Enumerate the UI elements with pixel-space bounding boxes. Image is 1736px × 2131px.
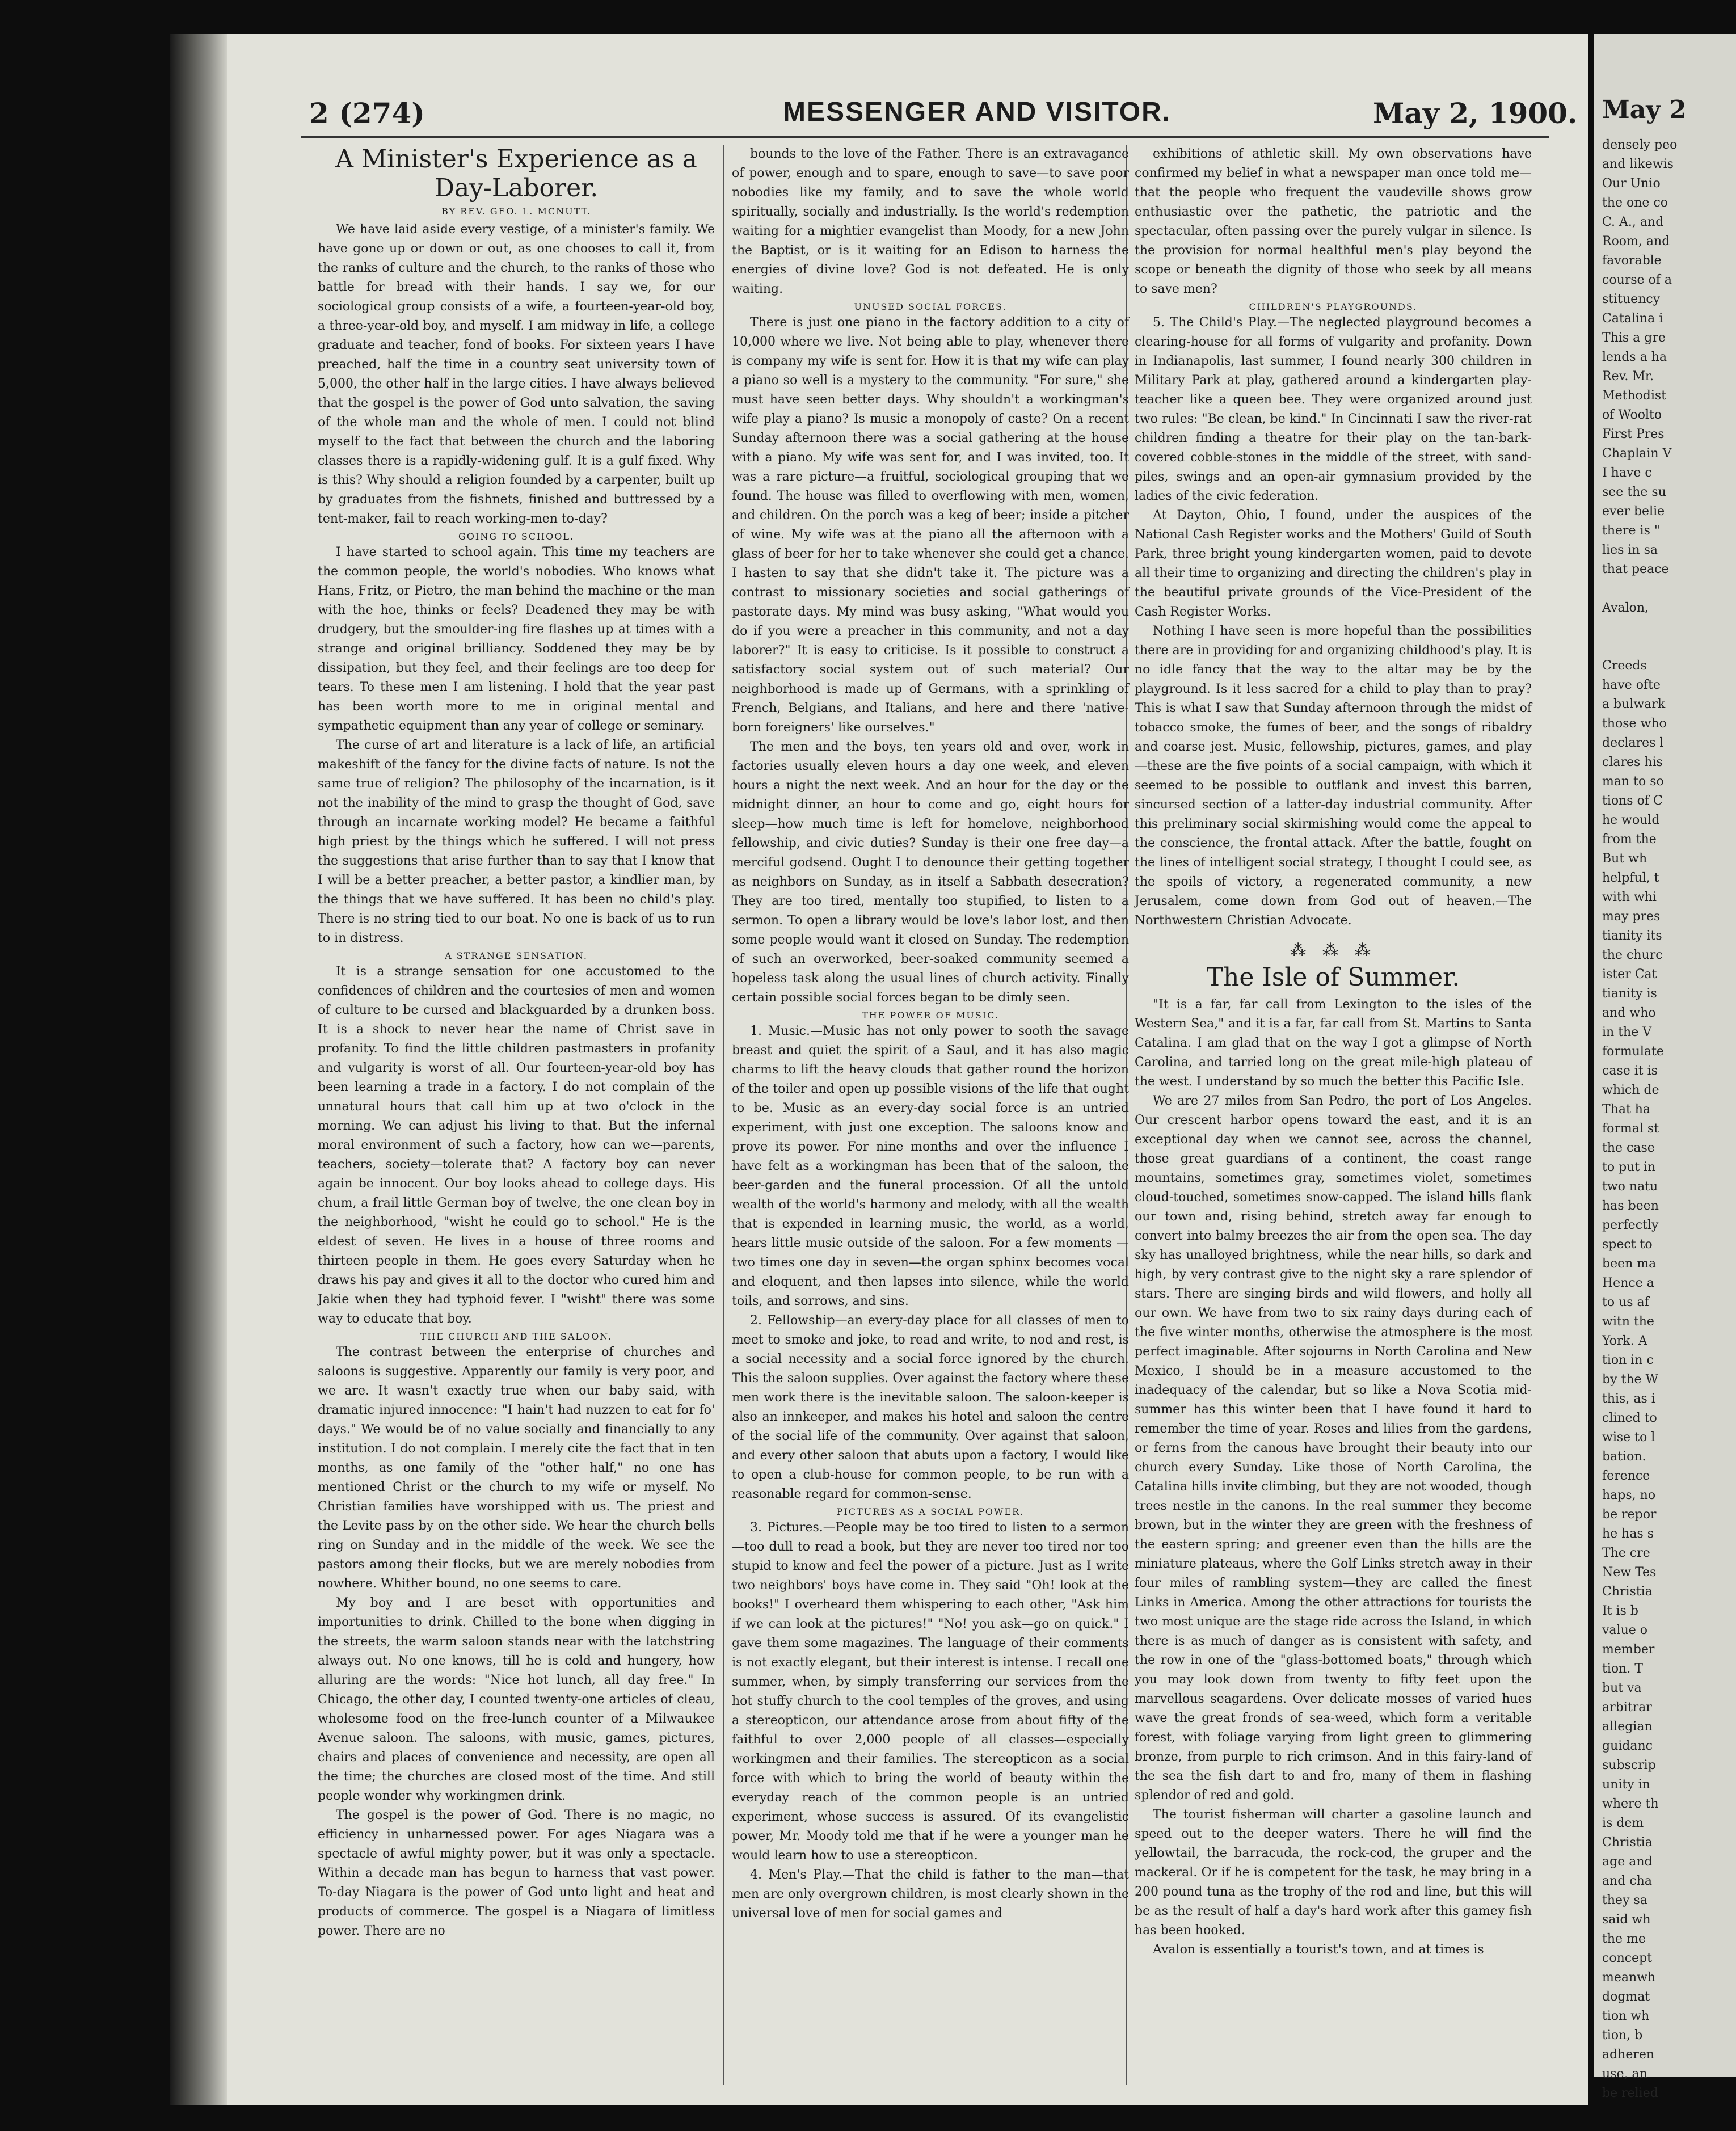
next-page-line: the one co <box>1602 196 1668 210</box>
next-page-line: be repor <box>1602 1507 1657 1522</box>
next-page-line: New Tes <box>1602 1565 1657 1580</box>
next-page-line: Methodist <box>1602 389 1667 403</box>
next-page-line: but va <box>1602 1681 1642 1695</box>
paragraph: We have laid aside every vestige, of a minister's family. We have gone up or down or out, as one chooses to call it, from the ranks of culture and the church, to the ranks of those who battle for bread with their hands. I say we, for our sociological group consists of a wife, a fourteen-year-old boy, a three-year-old boy, and myself. I am midway in life, a college graduate and teacher, fond of books. For sixteen years I have preached, half the time in a country seat university town of 5,000, the other half in the large cities. I have always believed that the gospel is the power of God unto salvation, the saving of the whole man and the whole of men. I could not blind myself to the fact that between the church and the laboring classes there is a rapidly-widening gulf. It is a gulf fixed. Why is this? Why should a religion founded by a carpenter, built up by graduates from the fishnets, finished and buttressed by a tent-maker, fail to reach working-men to-day? <box>318 222 715 526</box>
paragraph: The tourist fisherman will charter a gasoline launch and speed out to the deeper waters. There he will find the yellowtail, the barracuda, the rock-cod, the gruper and the mackeral. Or if he is competent for the task, he may bring in a 200 pound tuna as the trophy of the rod and line, but this will be as the result of half a day's hard work after this gamey fish has been hooked. <box>1135 1808 1532 1938</box>
next-page-line: Chaplain V <box>1602 447 1672 461</box>
paragraph: The curse of art and literature is a lack of life, an artificial makeshift of the fancy for the divine facts of nature. Is not the same true of religion? The philosophy of the incarnation, is it not the inability of the mind to grasp the thought of God, save through an incarnate working model? He became a faithful high priest by the things which he suffered. I will not press the suggestions that arise further than to say that I know that I will be a better preacher, a better pastor, a kindlier man, by the things that we have suffered. It has been no child's play. There is no string tied to our boat. No one is back of us to run to in distress. <box>318 738 715 945</box>
next-page-line: haps, no <box>1602 1488 1656 1502</box>
next-page-line: ister Cat <box>1602 967 1657 982</box>
column-1 <box>318 145 715 2085</box>
next-page-line: tions of C <box>1602 794 1663 808</box>
paragraph: Avalon is essentially a tourist's town, and at times is <box>1153 1943 1484 1957</box>
next-page-line: course of a <box>1602 273 1672 287</box>
next-page-line: have ofte <box>1602 678 1661 692</box>
paragraph: 2. Fellowship—an every-day place for all classes of men to meet to smoke and joke, to read and write, to nod and rest, is a social necessity and a social force ignored by the church. This the saloon supplies. Over against the factory where these men work there is the inevitable saloon. The saloon-keeper is also an innkeeper, and makes his hotel and saloon the centre of the social life of the community. Over against that saloon, and every other saloon that abuts upon a factory, I would like to open a club-house for common people, to be run with a reasonable regard for common-sense. <box>732 1313 1129 1501</box>
next-page-line: and likewis <box>1602 157 1674 171</box>
column-1-body <box>318 220 715 1941</box>
next-page-line: tion, b <box>1602 2028 1643 2042</box>
paragraph: 4. Men's Play.—That the child is father to the man—that men are only overgrown children, is most clearly shown in the universal love of men for social games and <box>732 1868 1129 1921</box>
next-page-line: the churc <box>1602 948 1663 962</box>
next-page-line: densely peo <box>1602 138 1678 152</box>
next-page-header: May 2 <box>1602 95 1687 124</box>
next-page-line <box>1594 579 1736 599</box>
next-page-line: see the su <box>1602 485 1666 499</box>
article-title-2: The Isle of Summer. <box>1206 963 1460 992</box>
next-page-line: by the W <box>1602 1372 1659 1387</box>
paragraph: 5. The Child's Play.—The neglected playground becomes a clearing-house for all forms of vulgarity and profanity. Down in Indianapolis, last summer, I found nearly 300 children in Military Park at play, gathered around a kindergarten play-teacher like a queen bee. They were organized around just two rules: "Be clean, be kind." In Cincinnati I saw the river-rat children finding a theatre for their play on the tan-bark-covered cobble-stones in the middle of the street, with sand-piles, swings and an open-air gymnasium provided by the ladies of the civic federation. <box>1135 315 1532 503</box>
next-page-line: That ha <box>1602 1102 1651 1117</box>
section-heading: THE CHURCH AND THE SALOON. <box>420 1331 613 1342</box>
next-page-line: subscrip <box>1602 1758 1656 1772</box>
next-page-line: use, an <box>1602 2067 1647 2081</box>
paragraph: There is just one piano in the factory addition to a city of 10,000 where we live. Not being able to play, whenever there is company my wife is sent for. How it is that my wife can play a piano so well is a mystery to the community. "For sure," she must have seen better days. Why shouldn't a workingman's wife play a piano? Is music a monopoly of caste? On a recent Sunday afternoon there was a social gathering at the house with a piano. My wife was sent for, and I was invited, too. It was a rare picture—a fruitful, sociological grouping that we found. The house was filled to overflowing with men, women, and children. On the porch was a keg of beer; inside a pitcher of wine. My wife was at the piano all the afternoon with a glass of beer for her to take whenever she could get a chance. I hasten to say that she didn't take it. The picture was a contrast to missionary societies and social gatherings of pastorate days. My mind was busy asking, "What would you do if you were a preacher in this community, and not a day laborer?" It is easy to criticise. Is it possible to construct a satisfactory social system out of such material? Our neighborhood is made up of Germans, with a sprinkling of French, Belgians, and Italians, and here and there 'native-born foreigners' like ourselves." <box>732 315 1129 735</box>
issue-date: May 2, 1900. <box>1373 96 1578 130</box>
next-page-line <box>1594 618 1736 637</box>
next-page-line: perfectly <box>1602 1218 1659 1232</box>
section-heading: A STRANGE SENSATION. <box>445 950 588 961</box>
next-page-line: Avalon, <box>1602 601 1649 615</box>
next-page-line: they sa <box>1602 1893 1647 1907</box>
next-page-line: stituency <box>1602 292 1661 306</box>
next-page-line: I have c <box>1602 466 1652 480</box>
paragraph: It is a strange sensation for one accustomed to the confidences of children and the courtesies of men and women of culture to be cursed and blackguarded by a drunken boss. It is a shock to never hear the name of Christ save in profanity. To find the little children pastmasters in profanity and vulgarity is worst of all. Our fourteen-year-old boy has been learning a trade in a factory. I do not complain of the unnatural hours that call him up at two o'clock in the morning. We can adjust his living to that. But the infernal moral environment of such a factory, how can we—parents, teachers, society—tolerate that? A factory boy can never again be innocent. Our boy looks ahead to college days. His chum, a frail little German boy of twelve, the one clean boy in the neighborhood, "wisht he could go to school." He is the eldest of seven. He lives in a house of three rooms and thirteen people in them. He goes every Saturday when he draws his pay and gives it all to the doctor who cured him and Jakie when they had typhoid fever. I "wisht" there was some way to educate that boy. <box>318 965 715 1326</box>
next-page-line: which de <box>1602 1083 1659 1097</box>
next-page-line: tion wh <box>1602 2009 1650 2023</box>
column-divider <box>723 145 724 2085</box>
next-page-line: witn the <box>1602 1315 1654 1329</box>
next-page-line: to put in <box>1602 1160 1656 1174</box>
next-page-line: First Pres <box>1602 427 1665 441</box>
next-page-line: been ma <box>1602 1257 1657 1271</box>
next-page-line: he has s <box>1602 1527 1654 1541</box>
next-page-line: there is " <box>1602 524 1660 538</box>
next-page-line: It is b <box>1602 1604 1638 1618</box>
next-page-line: in the V <box>1602 1025 1652 1039</box>
section-heading: CHILDREN'S PLAYGROUNDS. <box>1249 301 1418 312</box>
next-page-line: wise to l <box>1602 1430 1655 1444</box>
next-page-line: clined to <box>1602 1411 1657 1425</box>
article-byline: BY REV. GEO. L. MCNUTT. <box>441 206 591 217</box>
next-page-line: adheren <box>1602 2048 1655 2062</box>
next-page-line: those who <box>1602 717 1667 731</box>
paragraph: Nothing I have seen is more hopeful than the possibilities there are in providing for and organizing childhood's play. It is no idle fancy that the way to the altar may be by the playground. Is it less sacred for a child to play than to pray? This is what I saw that Sunday afternoon through the midst of tobacco smoke, the fumes of beer, and the songs of ribaldry and coarse jest. Music, fellowship, pictures, games, and play—these are the five points of a social campaign, with which it seemed to be possible to outflank and invest this barren, sincursed section of a latter-day industrial community. After this preliminary social skirmishing would come the appeal to the conscience, the frontal attack. After the battle, fought on the lines of intelligent social strategy, I thought I could see, as the spoils of victory, a regenerated community, a new Jerusalem, come down from God out of heaven.—The Northwestern Christian Advocate. <box>1135 624 1532 928</box>
next-page-line: meanwh <box>1602 1970 1656 1985</box>
next-page-line: But wh <box>1602 852 1647 866</box>
next-page-line: Christia <box>1602 1835 1653 1850</box>
next-page-line: Room, and <box>1602 234 1670 249</box>
next-page-line: two natu <box>1602 1180 1658 1194</box>
page-number: 2 (274) <box>309 96 425 130</box>
next-page-line: spect to <box>1602 1237 1653 1252</box>
next-page-line: concept <box>1602 1951 1652 1965</box>
next-page-line: C. A., and <box>1602 215 1664 229</box>
paragraph: exhibitions of athletic skill. My own observations have confirmed my belief in what a newspaper man once told me—that the people who frequent the vaudeville shows grow enthusiastic over the pathetic, the patriotic and the spectacular, often passing over the purely vulgar in silence. Is the provision for normal healthful men's play beyond the scope or beneath the dignity of those who seek by all means to save men? <box>1135 147 1532 296</box>
next-page-line: guidanc <box>1602 1739 1653 1753</box>
next-page-line: York. A <box>1602 1334 1647 1348</box>
column-2-body <box>732 145 1129 1923</box>
paragraph: 3. Pictures.—People may be too tired to listen to a sermon—too dull to read a book, but they are never too tired nor too stupid to know and feel the power of a picture. Just as I write two neighbors' boys have come in. They said "Oh! look at the books!" I overheard them whispering to each other, "Ask him if we can look at the pictures!" "No! you ask—go on quick." I gave them some magazines. The language of their comments is not exactly elegant, but their interest is intense. I recall one summer, when, by simply transferring our services from the hot stuffy church to the cool temples of the groves, and using a stereopticon, our attendance arose from about fifty of the faithful to over 2,000 people of all classes—especially workingmen and their families. The stereopticon as a social force with which to bring the world of beauty within the everyday reach of the common people is an untried experiment, whose success is assured. Of its evangelistic power, Mr. Moody told me that if he were a younger man he would learn how to use a stereopticon. <box>732 1521 1129 1863</box>
next-page-edge <box>1594 34 1736 2100</box>
next-page-line: clares his <box>1602 755 1663 769</box>
column-3-body-2 <box>1135 995 1532 1960</box>
next-page-line: Our Unio <box>1602 176 1661 191</box>
next-page-line: unity in <box>1602 1778 1650 1792</box>
next-page-line: allegian <box>1602 1720 1653 1734</box>
page-gutter-shadow <box>170 34 227 2105</box>
next-page-line: ever belie <box>1602 504 1665 519</box>
next-page-line: value o <box>1602 1623 1648 1637</box>
next-page-line: The cre <box>1602 1546 1650 1560</box>
paragraph: My boy and I are beset with opportunities and importunities to drink. Chilled to the bone when digging in the streets, the warm saloon stands near with the latchstring always out. No one knows, till he is cold and hungery, how alluring are the words: "Nice hot lunch, all day free." In Chicago, the other day, I counted twenty-one articles of cleau, wholesome food on the free-lunch counter of a Milwaukee Avenue saloon. The saloons, with music, games, pictures, chairs and places of convenience and necessity, are open all the time; the churches are closed most of the time. And still people wonder why workingmen drink. <box>318 1596 715 1803</box>
next-page-line: arbitrar <box>1602 1700 1652 1715</box>
next-page-line: formal st <box>1602 1122 1659 1136</box>
next-page-line: member <box>1602 1643 1655 1657</box>
next-page-line: tianity its <box>1602 929 1662 943</box>
header-rule <box>301 136 1549 138</box>
section-heading: PICTURES AS A SOCIAL POWER. <box>836 1506 1025 1517</box>
paragraph: The men and the boys, ten years old and over, work in factories usually eleven hours a day one week, and eleven hours a night the next week. And an hour for the day or the midnight dinner, an hour to come and go, eight hours for sleep—how much time is left for homelove, neighborhood fellowship, and civic duties? Sunday is their one free day—a merciful godsend. Ought I to denounce their getting together as neighbors on Sunday, as in itself a Sabbath desecration? They are too tired, mentally too stupified, to listen to a sermon. To open a library would be love's labor lost, and then some people would want it closed on Sunday. The redemption of such an overworked, beer-soaked community seemed a hopeless task along the usual lines of church activity. Finally certain possible social forces began to be dimly seen. <box>732 740 1129 1005</box>
section-ornament: ⁂ ⁂ ⁂ <box>1290 941 1376 959</box>
next-page-line <box>1594 637 1736 656</box>
next-page-line: may pres <box>1602 909 1661 924</box>
next-page-line: Hence a <box>1602 1276 1654 1290</box>
next-page-line: the me <box>1602 1932 1646 1946</box>
next-page-line: helpful, t <box>1602 871 1659 885</box>
column-3-body <box>1135 145 1532 930</box>
section-heading: UNUSED SOCIAL FORCES. <box>854 301 1007 312</box>
next-page-line: where th <box>1602 1797 1659 1811</box>
masthead: MESSENGER AND VISITOR. <box>783 97 1172 127</box>
section-heading: GOING TO SCHOOL. <box>458 531 575 542</box>
next-page-line: age and <box>1602 1855 1653 1869</box>
next-page-line: Christia <box>1602 1585 1653 1599</box>
next-page-line: be relied <box>1602 2086 1658 2100</box>
next-page-line: This a gre <box>1602 331 1666 345</box>
next-page-line: lies in sa <box>1602 543 1658 557</box>
next-page-line: declares l <box>1602 736 1664 750</box>
next-page-line: said wh <box>1602 1913 1651 1927</box>
next-page-line: case it is <box>1602 1064 1658 1078</box>
article-title: A Minister's Experience as a Day-Laborer. <box>335 145 697 203</box>
next-page-line: tion. T <box>1602 1662 1643 1676</box>
next-page-line: to us af <box>1602 1295 1649 1309</box>
next-page-line: is dem <box>1602 1816 1644 1830</box>
paragraph: The contrast between the enterprise of churches and saloons is suggestive. Apparently our family is very poor, and we are. It wasn't exactly true when our baby said, with dramatic injured innocence: "I hain't had nuzzen to eat for fo' days." We would be of no value socially and financially to any institution. I do not complain. I merely cite the fact that in ten months, as one family of the "other half," no one has mentioned Christ or the church to my wife or myself. No Christian families have worshipped with us. The priest and the Levite pass by on the other side. We hear the church bells ring on Sunday and in the middle of the week. We see the pastors among their flocks, but we are merely nobodies from nowhere. Whither bound, no one seems to care. <box>318 1345 715 1591</box>
next-page-line: dogmat <box>1602 1990 1650 2004</box>
next-page-line: from the <box>1602 832 1657 846</box>
next-page-line: with whi <box>1602 890 1657 904</box>
next-page-line: ference <box>1602 1469 1650 1483</box>
next-page-line: has been <box>1602 1199 1659 1213</box>
next-page-line: man to so <box>1602 774 1664 789</box>
next-page-line: tianity is <box>1602 987 1657 1001</box>
next-page-line: bation. <box>1602 1450 1646 1464</box>
paragraph: The gospel is the power of God. There is no magic, no efficiency in unharnessed power. For ages Niagara was a spectacle of awful mighty power, but it was only a spectacle. Within a decade man has begun to harness that vast power. To-day Niagara is the power of God unto light and heat and products of commerce. The gospel is a Niagara of limitless power. There are no <box>318 1808 715 1938</box>
next-page-line: Creeds <box>1602 659 1647 673</box>
column-3 <box>1135 145 1532 2085</box>
next-page-line: and who <box>1602 1006 1656 1020</box>
next-page-line: and cha <box>1602 1874 1652 1888</box>
next-page-line: lends a ha <box>1602 350 1667 364</box>
next-page-line: the case <box>1602 1141 1655 1155</box>
next-page-line: formulate <box>1602 1045 1664 1059</box>
next-page-line: this, as i <box>1602 1392 1655 1406</box>
column-2 <box>732 145 1129 2085</box>
next-page-line: a bulwark <box>1602 697 1666 711</box>
next-page-line: that peace <box>1602 562 1669 576</box>
next-page-line: Catalina i <box>1602 311 1663 326</box>
next-page-line: favorable <box>1602 254 1662 268</box>
paragraph: bounds to the love of the Father. There is an extravagance of power, enough and to spare, enough to save—to save poor nobodies like my family, and to save the whole world spiritually, socially and industrially. Is the world's redemption waiting for a mightier evangelist than Moody, for a new John the Baptist, or is it waiting for an Edison to harness the energies of divine love? God is not defeated. He is only waiting. <box>732 147 1129 296</box>
next-page-line: he would <box>1602 813 1660 827</box>
next-page-line: of Woolto <box>1602 408 1662 422</box>
next-page-lines <box>1594 136 1736 2103</box>
paragraph: "It is a far, far call from Lexington to the isles of the Western Sea," and it is a far, far call from St. Martins to Santa Catalina. I am glad that on the way I got a glimpse of North Carolina, and tarried long on the great mile-high plateau of the west. I understand by so much the better this Pacific Isle. <box>1135 997 1532 1089</box>
next-page-line: Rev. Mr. <box>1602 369 1654 384</box>
paragraph: We are 27 miles from San Pedro, the port of Los Angeles. Our crescent harbor opens toward the east, and it is an exceptional day when we cannot see, across the channel, those great guardians of a continent, the coast range mountains, sometimes gray, sometimes violet, sometimes cloud-touched, sometimes snow-capped. The island hills flank our town and, rising behind, stretch away far enough to convert into balmy breezes the air from the open sea. The day sky has unalloyed brightness, while the near hills, so dark and high, by very contrast give to the night sky a rare splendor of stars. There are singing birds and wild flowers, and holly all our own. We have from two to six rainy days during each of the five winter months, otherwise the atmosphere is the most perfect imaginable. After sojourns in North Carolina and New Mexico, I should be in a measure accustomed to the inadequacy of the calendar, but so like a Nova Scotia mid-summer has this winter been that I have found it hard to remember the time of year. Roses and lilies from the gardens, or ferns from the canous have brought their beauty into our church every Sunday. Like those of North Carolina, the Catalina hills invite climbing, but they are not wooded, though trees nestle in the canons. In the real summer they become brown, but in the winter they are green with the freshness of the eastern spring; and greener even than the hills are the miniature plateaus, where the Golf Links stretch away in their four miles of rambling system—they are called the finest Links in America. Among the other attractions for tourists the two most unique are the stage ride across the Island, in which there is as much of danger as is consistent with safety, and the row in one of the "glass-bottomed boats," through which you may look down from twenty to fifty feet upon the marvellous seagardens. Over delicate mosses of varied hues wave the great fronds of sea-weed, which form a veritable forest, with foliage varying from light green to glimmering bronze, from purple to rich crimson. And in this fairy-land of the sea the fish dart to and fro, many of them in flashing splendor of red and gold. <box>1135 1094 1532 1802</box>
next-page-line: tion in c <box>1602 1353 1654 1367</box>
paragraph: 1. Music.—Music has not only power to sooth the savage breast and quiet the spirit of a Saul, and it has also magic charms to lift the heavy clouds that gather round the horizon of the toiler and open up possible visions of the life that ought to be. Music as an every-day social force is an untried experiment, with just one exception. The saloons know and prove its power. For nine months and over the influence I have felt as a workingman has been that of the saloon, the beer-garden and the funeral procession. Of all the untold wealth of the world's harmony and melody, with all the wealth that is expended in learning music, the world, as a world, hears little music outside of the saloon. For a few moments —two times one day in seven—the organ sphinx becomes vocal and eloquent, and then lapses into silence, while the world toils, and sorrows, and sins. <box>732 1024 1129 1308</box>
paragraph: I have started to school again. This time my teachers are the common people, the world's nobodies. Who knows what Hans, Fritz, or Pietro, the man behind the machine or the man with the hoe, thinks or feels? Deadened they may be with drudgery, but the smoulder-ing fire flashes up at times with a strange and original brilliancy. Soddened they may be by dissipation, but they feel, and their feelings are too deep for tears. To these men I am listening. I hold that the year past has been worth more to me in original mental and sympathetic equipment than any year of college or seminary. <box>318 545 715 733</box>
section-heading: THE POWER OF MUSIC. <box>862 1010 999 1021</box>
paragraph: At Dayton, Ohio, I found, under the auspices of the National Cash Register works and the Mothers' Guild of South Park, three bright young kindergarten women, paid to devote all their time to organizing and directing the children's play in the beautiful private grounds of the Vice-President of the Cash Register Works. <box>1135 508 1532 619</box>
